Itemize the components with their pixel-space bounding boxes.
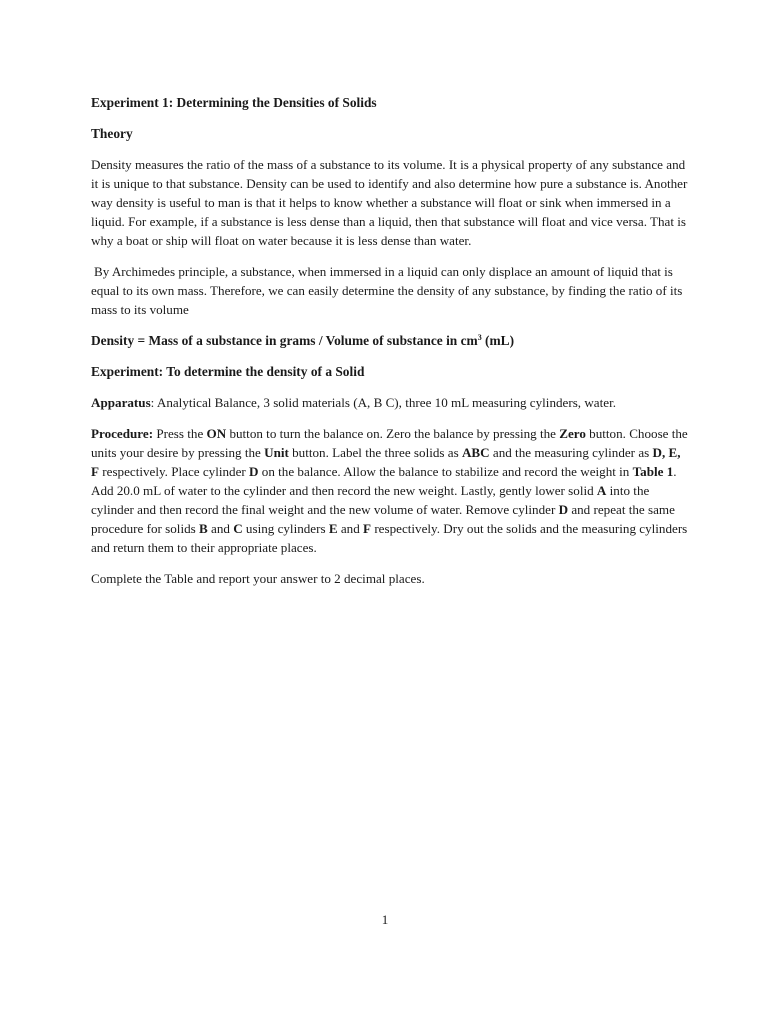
procedure-text: button. Label the three solids as <box>288 445 462 460</box>
experiment-heading: Experiment: To determine the density of a Solid <box>91 364 365 379</box>
procedure-bold: A <box>596 483 607 498</box>
procedure-text: and <box>207 521 234 536</box>
formula-text: Density = Mass of a substance in grams / Volume of substance in cm <box>91 333 478 348</box>
procedure-text: respectively. Dry out the solids and the measuring cylinders and return them to their appropriate places. <box>91 521 688 555</box>
procedure-text: button to turn the balance on. Zero the balance by pressing the <box>226 426 560 441</box>
procedure-bold: F <box>363 521 372 536</box>
procedure-bold: Zero <box>559 426 586 441</box>
procedure-bold: ON <box>206 426 227 441</box>
procedure-bold: C <box>233 521 243 536</box>
procedure-text: on the balance. Allow the balance to stabilize and record the weight in <box>258 464 633 479</box>
apparatus-text: : Analytical Balance, 3 solid materials (A, B C), three 10 mL measuring cylinders, water. <box>150 395 616 410</box>
document-title: Experiment 1: Determining the Densities of Solids <box>91 95 377 110</box>
procedure-bold: D, E, F <box>91 445 681 479</box>
apparatus-label: Apparatus <box>91 395 151 410</box>
procedure-text: Press the <box>153 426 207 441</box>
procedure-bold: E <box>328 521 338 536</box>
closing-paragraph: Complete the Table and report your answer to 2 decimal places. <box>91 571 425 586</box>
theory-paragraph-1: Density measures the ratio of the mass of a substance to its volume. It is a physical property of any substance and it is unique to that substance. Density can be used to identify and also determine how pure a substance is. Another way density is useful to man is that it helps to know whether a substance will float or sink when immersed in a liquid. For example, if a substance is less dense than a liquid, then that substance will float and vice versa. That is why a boat or ship will float on water because it is less dense than water. <box>91 157 688 248</box>
density-formula <box>91 331 691 350</box>
document-page <box>91 93 691 588</box>
formula-superscript: 3 <box>477 333 482 342</box>
procedure-bold: Table 1 <box>632 464 674 479</box>
procedure-text: and <box>337 521 364 536</box>
procedure-bold: Unit <box>264 445 289 460</box>
procedure-text: into the cylinder and then record the final weight and the new volume of water. Remove cylinder <box>91 483 650 517</box>
procedure-bold: D <box>249 464 259 479</box>
procedure-text: and repeat the same procedure for solids <box>91 502 675 536</box>
theory-paragraph-2: By Archimedes principle, a substance, when immersed in a liquid can only displace an amount of liquid that is equal to its own mass. Therefore, we can easily determine the density of any substance, by finding the ratio of its mass to its volume <box>91 264 683 317</box>
procedure-text: respectively. Place cylinder <box>99 464 250 479</box>
procedure-paragraph <box>91 424 691 557</box>
procedure-text: and the measuring cylinder as <box>489 445 653 460</box>
procedure-label: Procedure: <box>91 426 154 441</box>
procedure-bold: B <box>199 521 208 536</box>
page-number: 1 <box>381 912 389 927</box>
procedure-text: button. Choose the units your desire by pressing the <box>91 426 688 460</box>
procedure-bold: ABC <box>461 445 490 460</box>
procedure-bold: D <box>558 502 569 517</box>
procedure-text: . Add 20.0 mL of water to the cylinder and then record the new weight. Lastly, gently lower solid <box>91 464 677 498</box>
theory-heading: Theory <box>91 126 133 141</box>
formula-suffix: (mL) <box>481 333 515 348</box>
procedure-text: using cylinders <box>242 521 329 536</box>
apparatus-paragraph <box>91 393 691 412</box>
